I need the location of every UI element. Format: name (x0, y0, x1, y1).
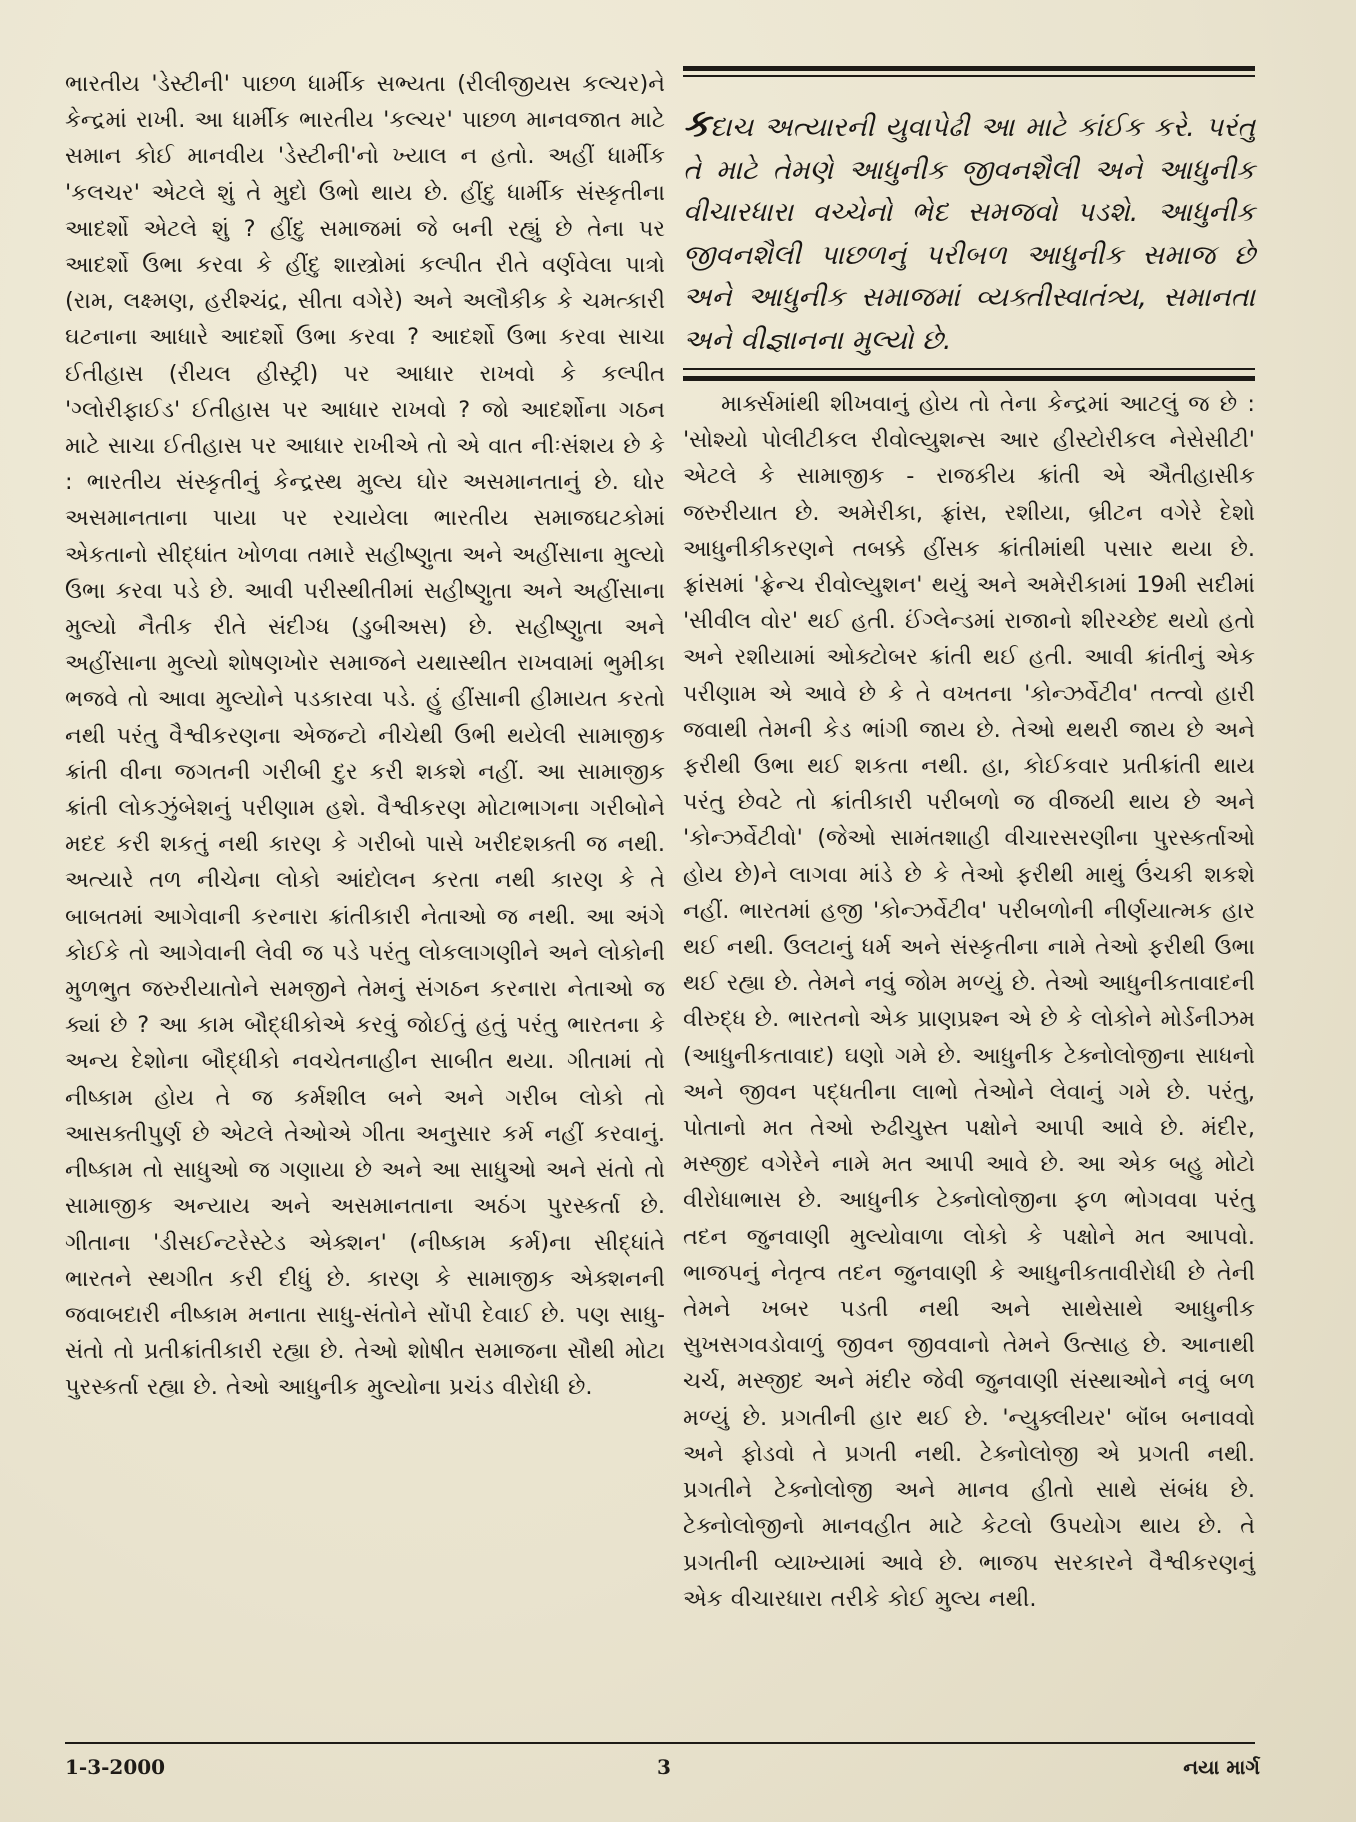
left-column-text: ભારતીય 'ડેસ્ટીની' પાછળ ધાર્મીક સભ્યતા (રીલીજીયસ કલ્ચર)ને કેન્દ્રમાં રાખી. આ ધાર્મીક ભારતીય 'કલ્ચર' પાછળ માનવજાત માટે સમાન કોઈ માનવીય 'ડેસ્ટીની'નો ખ્યાલ ન હતો. અહીં ધાર્મીક 'કલચર' એટલે શું તે મુદો ઉભો થાય છે. હીંદુ ધાર્મીક સંસ્કૃતીના આદર્શો એટલે શું ? હીંદુ સમાજમાં જે બની રહ્યું છે તેના પર આદર્શો ઉભા કરવા કે હીંદુ શાસ્ત્રોમાં કલ્પીત રીતે વર્ણવેલા પાત્રો (રામ, લક્ષ્મણ, હરીશ્ચંદ્ર, સીતા વગેરે) અને અલૌકીક કે ચમત્કારી ઘટનાના આધારે આદર્શો ઉભા કરવા ? આદર્શો ઉભા કરવા સાચા ઈતીહાસ (રીયલ હીસ્ટ્રી) પર આધાર રાખવો કે કલ્પીત 'ગ્લોરીફાઈડ' ઈતીહાસ પર આધાર રાખવો ? જો આદર્શોના ગઠન માટે સાચા ઈતીહાસ પર આધાર રાખીએ તો એ વાત નીઃસંશય છે કે : ભારતીય સંસ્કૃતીનું કેન્દ્રસ્થ મુલ્ય ઘોર અસમાનતાનું છે. ઘોર અસમાનતાના પાયા પર રચાયેલા ભારતીય સમાજઘટકોમાં એકતાનો સીદ્ધાંત ખોળવા તમારે સહીષ્ણુતા અને અહીંસાના મુલ્યો ઉભા કરવા પડે છે. આવી પરીસ્થીતીમાં સહીષ્ણુતા અને અહીંસાના મુલ્યો નૈતીક રીતે સંદીગ્ધ (ડુબીઅસ) છે. સહીષ્ણુતા અને અહીંસાના મુલ્યો શોષણખોર સમાજને યથાસ્થીત રાખવામાં ભુમીકા ભજવે તો આવા મુલ્યોને પડકારવા પડે. હું હીંસાની હીમાયત કરતો નથી પરંતુ વૈશ્વીકરણના એજન્ટો નીચેથી ઉભી થયેલી સામાજીક ક્રાંતી વીના જગતની ગરીબી દુર કરી શકશે નહીં. આ સામાજીક ક્રાંતી લોકઝુંબેશનું પરીણામ હશે. વૈશ્વીકરણ મોટાભાગના ગરીબોને મદદ કરી શકતું નથી કારણ કે ગરીબો પાસે ખરીદશક્તી જ નથી. અત્યારે તળ નીચેના લોકો આંદોલન કરતા નથી કારણ કે તે બાબતમાં આગેવાની કરનારા ક્રાંતીકારી નેતાઓ જ નથી. આ અંગે કોઈકે તો આગેવાની લેવી જ પડે પરંતુ લોકલાગણીને અને લોકોની મુળભુત જરુરીયાતોને સમજીને તેમનું સંગઠન કરનારા નેતાઓ જ ક્યાં છે ? આ કામ બૌદ્ધીકોએ કરવું જોઈતું હતું પરંતુ ભારતના કે અન્ય દેશોના બૌદ્ધીકો નવચેતનાહીન સાબીત થયા. ગીતામાં તો નીષ્કામ હોય તે જ કર્મશીલ બને અને ગરીબ લોકો તો આસક્તીપુર્ણ છે એટલે તેઓએ ગીતા અનુસાર કર્મ નહીં કરવાનું. નીષ્કામ તો સાધુઓ જ ગણાયા છે અને આ સાધુઓ અને સંતો તો સામાજીક અન્યાય અને અસમાનતાના અઠંગ પુરસ્કર્તા છે. ગીતાના 'ડીસઈન્ટરેસ્ટેડ એક્શન' (નીષ્કામ કર્મ)ના સીદ્ધાંતે ભારતને સ્થગીત કરી દીધું છે. કારણ કે સામાજીક એક્શનની જવાબદારી નીષ્કામ મનાતા સાધુ-સંતોને સોંપી દેવાઈ છે. પણ સાધુ-સંતો તો પ્રતીક્રાંતીકારી રહ્યા છે. તેઓ શોષીત સમાજના સૌથી મોટા પુરસ્કર્તા રહ્યા છે. તેઓ આધુનીક મુલ્યોના પ્રચંડ વીરોધી છે. (65, 71, 665, 1401)
pull-quote-text: દાચ અત્યારની યુવાપેઢી આ માટે કાંઈક કરે. પરંતુ તે માટે તેમણે આધુનીક જીવનશૈલી અને આધુનીક વીચારધારા વચ્ચેનો ભેદ સમજવો પડશે. આધુનીક જીવનશૈલી પાછળનું પરીબળ આધુનીક સમાજ છે અને આધુનીક સમાજમાં વ્યક્તીસ્વાતંત્ર્ય, સમાનતા અને વીજ્ઞાનના મુલ્યો છે. (683, 112, 1255, 356)
left-column (65, 66, 665, 1406)
right-column-text: માર્ક્સમાંથી શીખવાનું હોય તો તેના કેન્દ્રમાં આટલું જ છે : 'સોશ્યો પોલીટીકલ રીવોલ્યુશન્સ આર હીસ્ટોરીકલ નેસેસીટી' એટલે કે સામાજીક - રાજકીય ક્રાંતી એ ઐતીહાસીક જરુરીયાત છે. અમેરીકા, ફ્રાંસ, રશીયા, બ્રીટન વગેરે દેશો આધુનીકીકરણને તબક્કે હીંસક ક્રાંતીમાંથી પસાર થયા છે. ફ્રાંસમાં 'ફ્રેન્ચ રીવોલ્યુશન' થયું અને અમેરીકામાં 19મી સદીમાં 'સીવીલ વોર' થઈ હતી. ઈંગ્લેન્ડમાં રાજાનો શીરચ્છેદ થયો હતો અને રશીયામાં ઓક્ટોબર ક્રાંતી થઈ હતી. આવી ક્રાંતીનું એક પરીણામ એ આવે છે કે તે વખતના 'કોન્ઝર્વેટીવ' તત્ત્વો હારી જવાથી તેમની કેડ ભાંગી જાય છે. તેઓ થથરી જાય છે અને ફરીથી ઉભા થઈ શકતા નથી. હા, કોઈકવાર પ્રતીક્રાંતી થાય પરંતુ છેવટે તો ક્રાંતીકારી પરીબળો જ વીજયી થાય છે અને 'કોન્ઝર્વેટીવો' (જેઓ સામંતશાહી વીચારસરણીના પુરસ્કર્તાઓ હોય છે)ને લાગવા માંડે છે કે તેઓ ફરીથી માથું ઉંચકી શકશે નહીં. ભારતમાં હજી 'કોન્ઝર્વેટીવ' પરીબળોની નીર્ણયાત્મક હાર થઈ નથી. ઉલટાનું ધર્મ અને સંસ્કૃતીના નામે તેઓ ફરીથી ઉભા થઈ રહ્યા છે. તેમને નવું જોમ મળ્યું છે. તેઓ આધુનીકતાવાદની વીરુદ્ધ છે. ભારતનો એક પ્રાણપ્રશ્ન એ છે કે લોકોને મોર્ડનીઝમ (આધુનીકતાવાદ) ઘણો ગમે છે. આધુનીક ટેક્નોલોજીના સાધનો અને જીવન પદ્ધતીના લાભો તેઓને લેવાનું ગમે છે. પરંતુ, પોતાનો મત તેઓ રુઢીચુસ્ત પક્ષોને આપી આવે છે. મંદીર, મસ્જીદ વગેરેને નામે મત આપી આવે છે. આ એક બહુ મોટો વીરોધાભાસ છે. આધુનીક ટેક્નોલોજીના ફળ ભોગવવા પરંતુ તદન જુનવાણી મુલ્યોવાળા લોકો કે પક્ષોને મત આપવો. ભાજપનું નેતૃત્વ તદન જુનવાણી કે આધુનીકતાવીરોધી છે તેની તેમને ખબર પડતી નથી અને સાથેસાથે આધુનીક સુખસગવડોવાળું જીવન જીવવાનો તેમને ઉત્સાહ છે. આનાથી ચર્ચ, મસ્જીદ અને મંદીર જેવી જુનવાણી સંસ્થાઓને નવું બળ મળ્યું છે. પ્રગતીની હાર થઈ છે. 'ન્યુક્લીયર' બૉંબ બનાવવો અને ફોડવો તે પ્રગતી નથી. ટેક્નોલોજી એ પ્રગતી નથી. પ્રગતીને ટેક્નોલોજી અને માનવ હીતો સાથે સંબંધ છે. ટેક્નોલોજીનો માનવહીત માટે કેટલો ઉપયોગ થાય છે. તે પ્રગતીની વ્યાખ્યામાં આવે છે. ભાજપ સરકારને વૈશ્વીકરણનું એક વીચારધારા તરીકે કોઈ મુલ્ય નથી. (683, 391, 1255, 1612)
quote-top-rule (683, 66, 1255, 71)
pull-quote-box (683, 66, 1255, 386)
magazine-name: નયા માર્ગ (1183, 1755, 1260, 1779)
footer-rule (65, 1742, 1255, 1744)
page-number: 3 (657, 1755, 671, 1779)
pull-quote-dropcap: ક (683, 101, 710, 145)
pull-quote (683, 102, 1255, 362)
quote-bottom-rule-thin (683, 368, 1255, 370)
quote-bottom-rule (683, 376, 1255, 381)
right-column (683, 386, 1255, 1617)
quote-top-rule-thin (683, 75, 1255, 77)
issue-date: 1-3-2000 (65, 1755, 166, 1779)
